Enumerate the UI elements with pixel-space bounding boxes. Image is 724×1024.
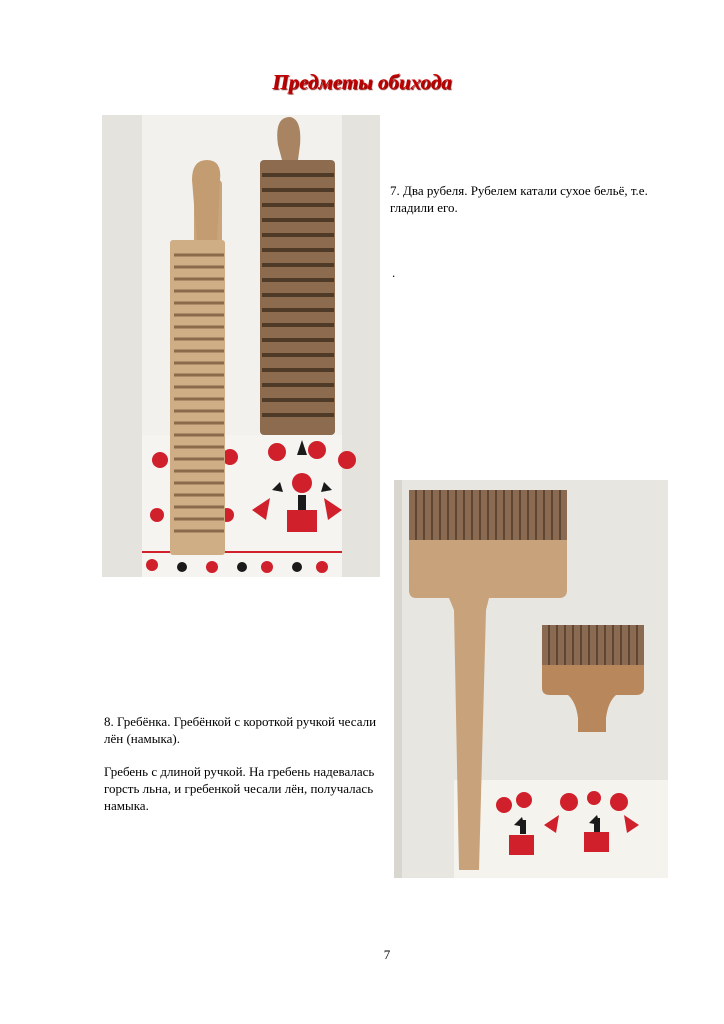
item8-caption: 8. Гребёнка. Гребёнкой с короткой ручкой чесали лён (намыка). xyxy=(104,714,377,746)
rubels-photo xyxy=(102,115,380,577)
item7-dot: . xyxy=(392,265,396,280)
wooden-rubels-photo-icon xyxy=(102,115,380,577)
item7-caption: 7. Два рубеля. Рубелем катали сухое бельё, т.е. гладили его. xyxy=(390,183,648,215)
page-number: 7 xyxy=(383,947,391,962)
wooden-combs-photo-icon xyxy=(394,480,668,878)
combs-photo xyxy=(394,480,668,878)
page-title: Предметы обихода xyxy=(272,70,452,94)
item8-description: Гребень с длиной ручкой. На гребень надевалась горсть льна, и гребенкой чесали лён, получалась намыка. xyxy=(104,764,375,813)
